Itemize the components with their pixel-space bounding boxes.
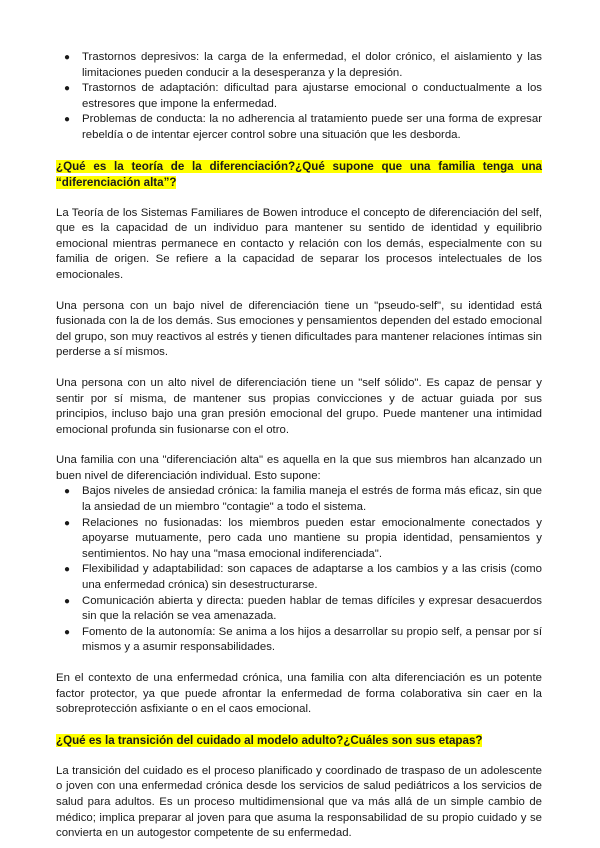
list-item: ● Comunicación abierta y directa: pueden hablar de temas difíciles y expresar desacuerdos sin que la relación se vea amenazada. (64, 594, 542, 623)
paragraph: Una persona con un bajo nivel de diferenciación tiene un "pseudo-self", su identidad está fusionada con la de los demás. Sus emociones y pensamientos dependen del estado emocional del grupo, son muy reactivos al estrés y tienen dificultades para mantener relaciones íntimas sin perderse a sí mismos. (56, 299, 542, 359)
list-item: ● Problemas de conducta: la no adherencia al tratamiento puede ser una forma de expresar rebeldía o de intentar ejercer control sobre una situación que les desborda. (64, 113, 542, 141)
bullet-icon: ● (64, 626, 71, 638)
list-item: ● Fomento de la autonomía: Se anima a los hijos a desarrollar su propio self, a pensar por sí mismos y a asumir responsabilidades. (64, 625, 542, 654)
paragraph: En el contexto de una enfermedad crónica, una familia con alta diferenciación es un potente factor protector, ya que puede afrontar la enfermedad de forma colaborativa sin caer en la sobreprotección asfixiante o en el caos emocional. (56, 672, 542, 716)
list-item: ● Trastornos depresivos: la carga de la enfermedad, el dolor crónico, el aislamiento y las limitaciones pueden conducir a la desesperanza y la depresión. (64, 51, 542, 79)
paragraph: La Teoría de los Sistemas Familiares de Bowen introduce el concepto de diferenciación del self, que es la capacidad de un individuo para mantener su sentido de identidad y equilibrio emocional mientras permanece en contacto y relación con los demás, especialmente con su familia de origen. Se refiere a la capacidad de separar los procesos intelectuales de los emocionales. (56, 206, 542, 281)
paragraph: La transición del cuidado es el proceso planificado y coordinado de traspaso de un adolescente o joven con una enfermedad crónica desde los servicios de salud pediátricos a los servicios de salud para adultos. Es un proceso multidimensional que va más allá de un simple cambio de médico; implica preparar al joven para que asuma la responsabilidad de su propio cuidado y se convierta en un autogestor competente de su enfermedad. (56, 764, 542, 840)
section-heading-differentiation: ¿Qué es la teoría de la diferenciación?¿Qué supone que una familia tenga una “diferenciación alta”? (56, 159, 542, 189)
bullet-icon: ● (64, 114, 71, 126)
differentiation-bullet-list (56, 484, 542, 656)
list-item: ● Trastornos de adaptación: dificultad para ajustarse emocional o conductualmente a los estresores que impone la enfermedad. (64, 82, 542, 110)
section-heading-transition: ¿Qué es la transición del cuidado al modelo adulto?¿Cuáles son sus etapas? (56, 733, 483, 747)
bullet-icon: ● (64, 83, 71, 95)
list-item: ● Flexibilidad y adaptabilidad: son capaces de adaptarse a los cambios y a las crisis (como una enfermedad crónica) sin desestructurarse. (64, 563, 542, 592)
intro-bullet-list (56, 50, 542, 144)
paragraph: Una familia con una "diferenciación alta" es aquella en la que sus miembros han alcanzado un buen nivel de diferenciación individual. Esto supone: (56, 454, 542, 482)
document-page (56, 50, 542, 842)
paragraph: Una persona con un alto nivel de diferenciación tiene un "self sólido". Es capaz de pensar y sentir por sí misma, de mantener sus propias convicciones y de actuar guiada por sus principios, incluso bajo una gran presión emocional del grupo. Puede mantener una intimidad emocional profunda sin fusionarse con el otro. (56, 376, 542, 436)
bullet-icon: ● (64, 595, 71, 607)
bullet-icon: ● (64, 52, 71, 63)
bullet-icon: ● (64, 564, 71, 576)
bullet-icon: ● (64, 486, 71, 498)
list-item: ● Bajos niveles de ansiedad crónica: la familia maneja el estrés de forma más eficaz, sin que la ansiedad de un miembro "contagie" a todo el sistema. (64, 485, 542, 514)
list-item: ● Relaciones no fusionadas: los miembros pueden estar emocionalmente conectados y apoyarse mutuamente, pero cada uno mantiene su propia identidad, pensamientos y sentimientos. No hay una "masa emocional indiferenciada". (64, 516, 542, 560)
bullet-icon: ● (64, 517, 71, 529)
